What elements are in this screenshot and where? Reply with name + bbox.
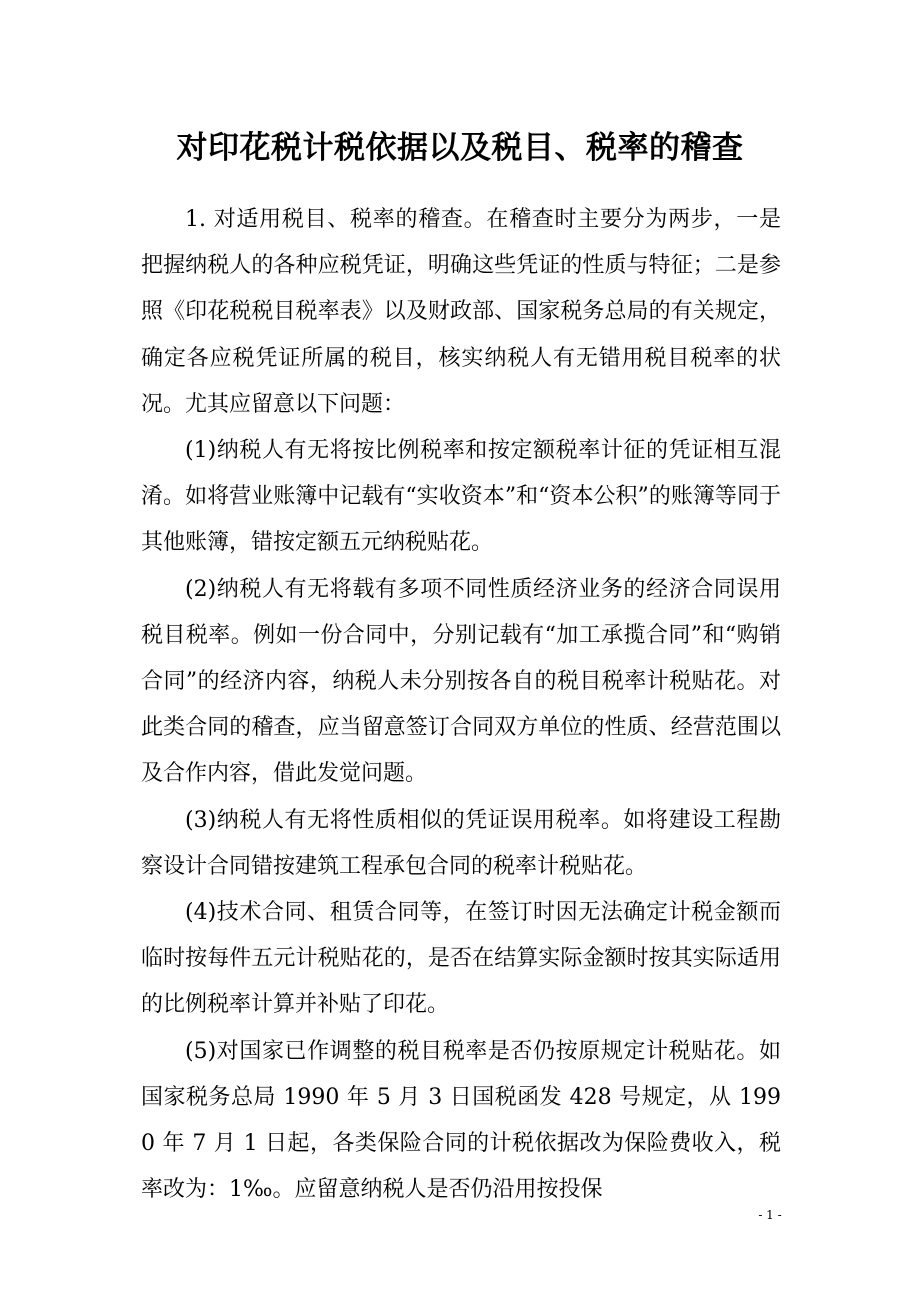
paragraph-5: (4)技术合同、租赁合同等，在签订时因无法确定计税金额而临时按每件五元计税贴花的，是否在结算实际金额时按其实际适用的比例税率计算并补贴了印花。 xyxy=(141,900,781,1018)
paragraph-3: (2)纳税人有无将载有多项不同性质经济业务的经济合同误用税目税率。例如一份合同中，分别记载有“加工承揽合同”和“购销合同”的经济内容，纳税人未分别按各自的税目税率计税贴花。对此类合同的稽查，应当留意签订合同双方单位的性质、经营范围以及合作内容，借此发觉问题。 xyxy=(141,576,781,787)
paragraph-6: (5)对国家已作调整的税目税率是否仍按原规定计税贴花。如国家税务总局 1990 年 5 月 3 日国税函发 428 号规定，从 1990 年 7 月 1 日起，各类保险合同的计税依据改为保险费收入，税率改为：1‰。应留意纳税人是否仍沿用按投保 xyxy=(141,1038,781,1203)
document-title: 对印花税计税依据以及税目、税率的稽查 xyxy=(176,130,744,166)
paragraph-4: (3)纳税人有无将性质相似的凭证误用税率。如将建设工程勘察设计合同错按建筑工程承包合同的税率计税贴花。 xyxy=(141,807,781,879)
paragraph-2: (1)纳税人有无将按比例税率和按定额税率计征的凭证相互混淆。如将营业账簿中记载有“实收资本”和“资本公积”的账簿等同于其他账簿，错按定额五元纳税贴花。 xyxy=(141,438,781,556)
paragraph-1: 1. 对适用税目、税率的稽查。在稽查时主要分为两步，一是把握纳税人的各种应税凭证，明确这些凭证的性质与特征；二是参照《印花税税目税率表》以及财政部、国家税务总局的有关规定，确定各应税凭证所属的税目，核实纳税人有无错用税目税率的状况。尤其应留意以下问题： xyxy=(141,207,781,417)
page-number: - 1 - xyxy=(758,1208,782,1222)
document-body xyxy=(141,197,781,1213)
